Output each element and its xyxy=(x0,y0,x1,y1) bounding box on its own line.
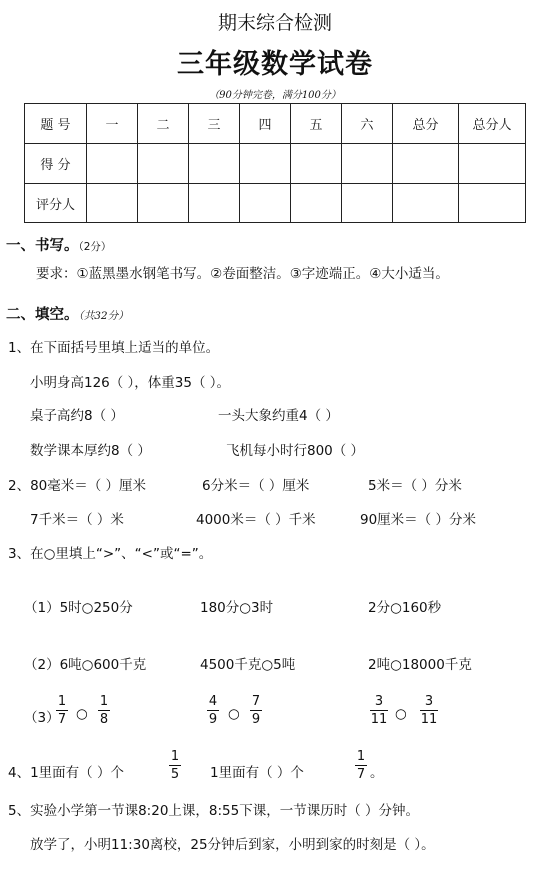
section-1-points: （2分） xyxy=(78,241,112,253)
compare-circle-icon[interactable]: ○ xyxy=(228,706,240,722)
fraction-numerator: 7 xyxy=(251,694,261,709)
compare-circle-icon[interactable]: ○ xyxy=(395,706,407,722)
grader-cell[interactable] xyxy=(240,184,291,223)
fraction-numerator: 3 xyxy=(424,694,434,709)
q2-line-2b: 4000米＝（ ）千米 xyxy=(196,512,316,528)
q1-line-3b: 飞机每小时行800（ ） xyxy=(226,443,365,459)
score-cell[interactable] xyxy=(459,144,526,184)
grader-cell[interactable] xyxy=(291,184,342,223)
q2-line-2c: 90厘米＝（ ）分米 xyxy=(360,512,476,528)
fraction-numerator: 1 xyxy=(170,749,180,764)
q4-part-a: 4、1里面有（ ）个 xyxy=(8,765,124,781)
grader-row-label: 评分人 xyxy=(25,184,87,223)
section-1-heading xyxy=(6,234,111,255)
fraction-1-7 xyxy=(355,749,367,782)
score-cell[interactable] xyxy=(291,144,342,184)
score-table xyxy=(24,103,526,223)
q2-line-1b: 6分米＝（ ）厘米 xyxy=(202,478,310,494)
q3-row-2c: 2吨○18000千克 xyxy=(368,657,472,673)
q5-line-2: 放学了，小明11:30离校，25分钟后到家，小明到家的时刻是（ ）。 xyxy=(30,837,435,853)
q2-line-1c: 5米＝（ ）分米 xyxy=(368,478,462,494)
section-2-points: （共32分） xyxy=(78,310,129,322)
q3-row-1c: 2分○160秒 xyxy=(368,600,442,616)
score-cell[interactable] xyxy=(87,144,138,184)
grader-cell[interactable] xyxy=(393,184,459,223)
q1-line-1: 小明身高126（ ），体重35（ ）。 xyxy=(30,375,231,391)
fraction-3-11 xyxy=(370,694,388,727)
fraction-denominator: 11 xyxy=(420,712,438,727)
score-cell[interactable] xyxy=(189,144,240,184)
q4-part-b: 1里面有（ ）个 xyxy=(210,765,304,781)
q5-line-1: 5、实验小学第一节课8:20上课，8:55下课，一节课历时（ ）分钟。 xyxy=(8,803,420,819)
section-1-requirements: 要求：①蓝黑墨水钢笔书写。②卷面整洁。③字迹端正。④大小适当。 xyxy=(36,266,449,282)
exam-duration-note: （90分钟完卷，满分100分） xyxy=(209,90,341,101)
header-cell-3: 三 xyxy=(189,104,240,144)
grader-cell[interactable] xyxy=(138,184,189,223)
score-cell[interactable] xyxy=(342,144,393,184)
fraction-3-11 xyxy=(420,694,438,727)
score-cell[interactable] xyxy=(393,144,459,184)
q1-title: 1、在下面括号里填上适当的单位。 xyxy=(8,340,220,356)
grader-cell[interactable] xyxy=(459,184,526,223)
q1-line-2b: 一头大象约重4（ ） xyxy=(218,408,339,424)
exam-title: 三年级数学试卷 xyxy=(177,49,373,80)
q3-row-1a: （1）5时○250分 xyxy=(24,600,133,616)
q1-line-3a: 数学课本厚约8（ ） xyxy=(30,443,151,459)
header-cell-grader: 总分人 xyxy=(459,104,526,144)
fraction-denominator: 7 xyxy=(356,767,366,782)
header-cell-label: 题 号 xyxy=(25,104,87,144)
header-cell-total: 总分 xyxy=(393,104,459,144)
compare-circle-icon[interactable]: ○ xyxy=(76,706,88,722)
fraction-denominator: 9 xyxy=(208,712,218,727)
q4-end: 。 xyxy=(370,765,384,781)
q3-row-2b: 4500千克○5吨 xyxy=(200,657,296,673)
header-cell-4: 四 xyxy=(240,104,291,144)
fraction-1-7 xyxy=(56,694,68,727)
section-2-heading xyxy=(6,303,129,324)
fraction-numerator: 3 xyxy=(374,694,384,709)
fraction-numerator: 1 xyxy=(57,694,67,709)
fraction-denominator: 9 xyxy=(251,712,261,727)
fraction-denominator: 8 xyxy=(99,712,109,727)
header-cell-1: 一 xyxy=(87,104,138,144)
q1-line-2a: 桌子高约8（ ） xyxy=(30,408,124,424)
fraction-4-9 xyxy=(207,694,219,727)
fraction-numerator: 1 xyxy=(356,749,366,764)
q3-row-1b: 180分○3时 xyxy=(200,600,274,616)
score-cell[interactable] xyxy=(138,144,189,184)
fraction-1-8 xyxy=(98,694,110,727)
fraction-numerator: 1 xyxy=(99,694,109,709)
fraction-denominator: 11 xyxy=(370,712,388,727)
q3-row-2a: （2）6吨○600千克 xyxy=(24,657,147,673)
header-cell-2: 二 xyxy=(138,104,189,144)
exam-subtitle: 期末综合检测 xyxy=(217,12,332,34)
grader-cell[interactable] xyxy=(87,184,138,223)
q2-line-2a: 7千米＝（ ）米 xyxy=(30,512,124,528)
grader-cell[interactable] xyxy=(189,184,240,223)
score-row-label: 得 分 xyxy=(25,144,87,184)
section-1-title: 一、书写。 xyxy=(6,238,79,254)
fraction-7-9 xyxy=(250,694,262,727)
q3-title: 3、在○里填上“>”、“<”或“=”。 xyxy=(8,546,213,562)
fraction-denominator: 5 xyxy=(170,767,180,782)
score-cell[interactable] xyxy=(240,144,291,184)
fraction-1-5 xyxy=(169,749,181,782)
header-cell-5: 五 xyxy=(291,104,342,144)
fraction-numerator: 4 xyxy=(208,694,218,709)
q2-line-1a: 2、80毫米＝（ ）厘米 xyxy=(8,478,147,494)
q3-row-3-prefix: （3） xyxy=(24,710,60,726)
grader-cell[interactable] xyxy=(342,184,393,223)
fraction-denominator: 7 xyxy=(57,712,67,727)
section-2-title: 二、填空。 xyxy=(6,307,79,323)
header-cell-6: 六 xyxy=(342,104,393,144)
